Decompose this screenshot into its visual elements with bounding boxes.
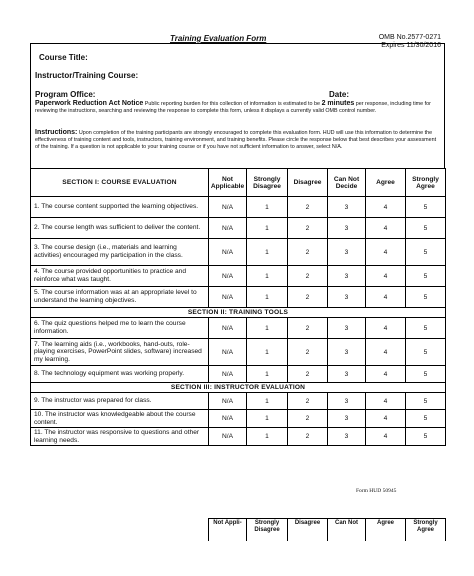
- instructions: [35, 129, 440, 152]
- scale-column-header: Disagree: [288, 169, 328, 197]
- rating-option[interactable]: 5: [406, 366, 446, 383]
- rating-option[interactable]: N/A: [209, 410, 247, 428]
- rating-option[interactable]: 3: [328, 239, 366, 266]
- rating-option[interactable]: 4: [366, 197, 406, 218]
- rating-option[interactable]: 3: [328, 287, 366, 308]
- question-row: [31, 318, 446, 339]
- footer-col-header: Agree: [366, 519, 406, 541]
- paperwork-notice: [35, 100, 440, 115]
- date-label: Date:: [329, 90, 350, 99]
- question-text: 11. The instructor was responsive to questions and other learning needs.: [31, 428, 209, 446]
- rating-option[interactable]: N/A: [209, 428, 247, 446]
- rating-option[interactable]: 2: [288, 218, 328, 239]
- question-row: [31, 393, 446, 410]
- scale-column-header: Strongly Agree: [406, 169, 446, 197]
- rating-option[interactable]: N/A: [209, 266, 247, 287]
- rating-option[interactable]: 5: [406, 218, 446, 239]
- question-text: 3. The course design (i.e., materials and learning activities) encouraged my participation in the class.: [31, 239, 209, 266]
- rating-option[interactable]: N/A: [209, 287, 247, 308]
- rating-option[interactable]: 4: [366, 239, 406, 266]
- footer-col-header: Strongly Disagree: [247, 519, 288, 541]
- scale-column-header: Agree: [366, 169, 406, 197]
- rating-option[interactable]: 2: [288, 428, 328, 446]
- rating-option[interactable]: 5: [406, 239, 446, 266]
- question-text: 8. The technology equipment was working properly.: [31, 366, 209, 383]
- rating-option[interactable]: 1: [247, 410, 288, 428]
- omb-expiry: Expires 11/30/2016: [381, 42, 441, 49]
- rating-option[interactable]: 5: [406, 318, 446, 339]
- rating-option[interactable]: 2: [288, 197, 328, 218]
- rating-option[interactable]: 3: [328, 366, 366, 383]
- rating-option[interactable]: 1: [247, 318, 288, 339]
- section-title: SECTION II: TRAINING TOOLS: [31, 308, 446, 318]
- question-row: [31, 239, 446, 266]
- question-row: [31, 410, 446, 428]
- question-row: [31, 428, 446, 446]
- rating-option[interactable]: 4: [366, 266, 406, 287]
- section-header-row: [31, 383, 446, 393]
- footer-col-header: Disagree: [288, 519, 328, 541]
- rating-option[interactable]: N/A: [209, 218, 247, 239]
- instructor-course-label: Instructor/Training Course:: [35, 71, 139, 80]
- rating-option[interactable]: N/A: [209, 318, 247, 339]
- rating-option[interactable]: 3: [328, 410, 366, 428]
- section-header-row: [31, 169, 446, 197]
- form-number: Form HUD 50945: [356, 488, 397, 494]
- scale-column-header: Can Not Decide: [328, 169, 366, 197]
- paperwork-body: per response, including time for reviewing the instructions, searching and reviewing the response to complete this form, unless it displays a currently valid OMB control number.: [35, 101, 431, 115]
- rating-option[interactable]: 1: [247, 287, 288, 308]
- rating-option[interactable]: 4: [366, 218, 406, 239]
- rating-option[interactable]: 4: [366, 339, 406, 366]
- footer-col-header: Strongly Agree: [406, 519, 446, 541]
- rating-option[interactable]: 1: [247, 393, 288, 410]
- question-row: [31, 366, 446, 383]
- rating-option[interactable]: 5: [406, 287, 446, 308]
- paperwork-minutes: 2 minutes: [321, 100, 355, 107]
- program-office-label: Program Office:: [35, 90, 96, 99]
- rating-option[interactable]: 1: [247, 266, 288, 287]
- question-text: 1. The course content supported the learning objectives.: [31, 197, 209, 218]
- question-text: 10. The instructor was knowledgeable about the course content.: [31, 410, 209, 428]
- footer-col-header: Can Not: [328, 519, 366, 541]
- rating-option[interactable]: N/A: [209, 393, 247, 410]
- rating-option[interactable]: 1: [247, 339, 288, 366]
- rating-option[interactable]: 2: [288, 318, 328, 339]
- question-text: 2. The course length was sufficient to deliver the content.: [31, 218, 209, 239]
- rating-option[interactable]: 2: [288, 287, 328, 308]
- rating-option[interactable]: 1: [247, 239, 288, 266]
- rating-option[interactable]: 1: [247, 218, 288, 239]
- rating-option[interactable]: 1: [247, 197, 288, 218]
- instructions-heading: Instructions:: [35, 129, 78, 136]
- rating-option[interactable]: 3: [328, 318, 366, 339]
- rating-option[interactable]: 3: [328, 428, 366, 446]
- rating-option[interactable]: 2: [288, 339, 328, 366]
- rating-option[interactable]: N/A: [209, 239, 247, 266]
- evaluation-table: [30, 168, 446, 446]
- paperwork-lead: Public reporting burden for this collection of information is estimated to be: [143, 101, 322, 107]
- rating-option[interactable]: 3: [328, 218, 366, 239]
- rating-option[interactable]: 4: [366, 318, 406, 339]
- form-header-box: [30, 43, 445, 169]
- rating-option[interactable]: 3: [328, 197, 366, 218]
- rating-option[interactable]: N/A: [209, 366, 247, 383]
- scale-column-header: Not Applicable: [209, 169, 247, 197]
- question-text: 7. The learning aids (i.e., workbooks, hand-outs, role-playing exercises, PowerPoint slides, software) increased my learning.: [31, 339, 209, 366]
- question-row: [31, 339, 446, 366]
- rating-option[interactable]: 4: [366, 393, 406, 410]
- rating-option[interactable]: 2: [288, 393, 328, 410]
- question-row: [31, 218, 446, 239]
- section-header-row: [31, 308, 446, 318]
- question-row: [31, 266, 446, 287]
- rating-option[interactable]: 3: [328, 393, 366, 410]
- footer-scale-header: [208, 518, 446, 541]
- rating-option[interactable]: 2: [288, 266, 328, 287]
- rating-option[interactable]: N/A: [209, 339, 247, 366]
- rating-option[interactable]: 4: [366, 366, 406, 383]
- question-row: [31, 197, 446, 218]
- question-text: 5. The course information was at an appropriate level to understand the learning objectives.: [31, 287, 209, 308]
- section-title: SECTION III: INSTRUCTOR EVALUATION: [31, 383, 446, 393]
- rating-option[interactable]: 4: [366, 287, 406, 308]
- rating-option[interactable]: 5: [406, 266, 446, 287]
- omb-number: OMB No.2577-0271: [378, 34, 441, 41]
- rating-option[interactable]: 5: [406, 197, 446, 218]
- rating-option[interactable]: 5: [406, 339, 446, 366]
- footer-header-row: [209, 519, 446, 541]
- rating-option[interactable]: 3: [328, 339, 366, 366]
- rating-option[interactable]: 5: [406, 428, 446, 446]
- footer-col-header: Not Appli-: [209, 519, 247, 541]
- rating-option[interactable]: 5: [406, 410, 446, 428]
- scale-column-header: Strongly Disagree: [247, 169, 288, 197]
- rating-option[interactable]: 4: [366, 428, 406, 446]
- course-title-label: Course Title:: [39, 53, 88, 62]
- question-text: 4. The course provided opportunities to practice and reinforce what was taught.: [31, 266, 209, 287]
- rating-option[interactable]: N/A: [209, 197, 247, 218]
- instructions-body: Upon completion of the training participants are strongly encouraged to complete this evaluation form. HUD will use this information to determine the effectiveness of training content and tools, instructors, training environment, and training benefits. Please circle the response below that best describes your assessment of the training. If a question is not applicable to your training course or if you have not sufficient information to answer, select N/A.: [35, 130, 437, 151]
- rating-option[interactable]: 2: [288, 410, 328, 428]
- section-title: SECTION I: COURSE EVALUATION: [31, 169, 209, 197]
- rating-option[interactable]: 2: [288, 239, 328, 266]
- rating-option[interactable]: 3: [328, 266, 366, 287]
- rating-option[interactable]: 4: [366, 410, 406, 428]
- rating-option[interactable]: 5: [406, 393, 446, 410]
- question-text: 6. The quiz questions helped me to learn the course information.: [31, 318, 209, 339]
- question-text: 9. The instructor was prepared for class.: [31, 393, 209, 410]
- rating-option[interactable]: 1: [247, 366, 288, 383]
- rating-option[interactable]: 1: [247, 428, 288, 446]
- paperwork-heading: Paperwork Reduction Act Notice: [35, 100, 144, 107]
- question-row: [31, 287, 446, 308]
- form-title: Training Evaluation Form: [170, 34, 267, 43]
- rating-option[interactable]: 2: [288, 366, 328, 383]
